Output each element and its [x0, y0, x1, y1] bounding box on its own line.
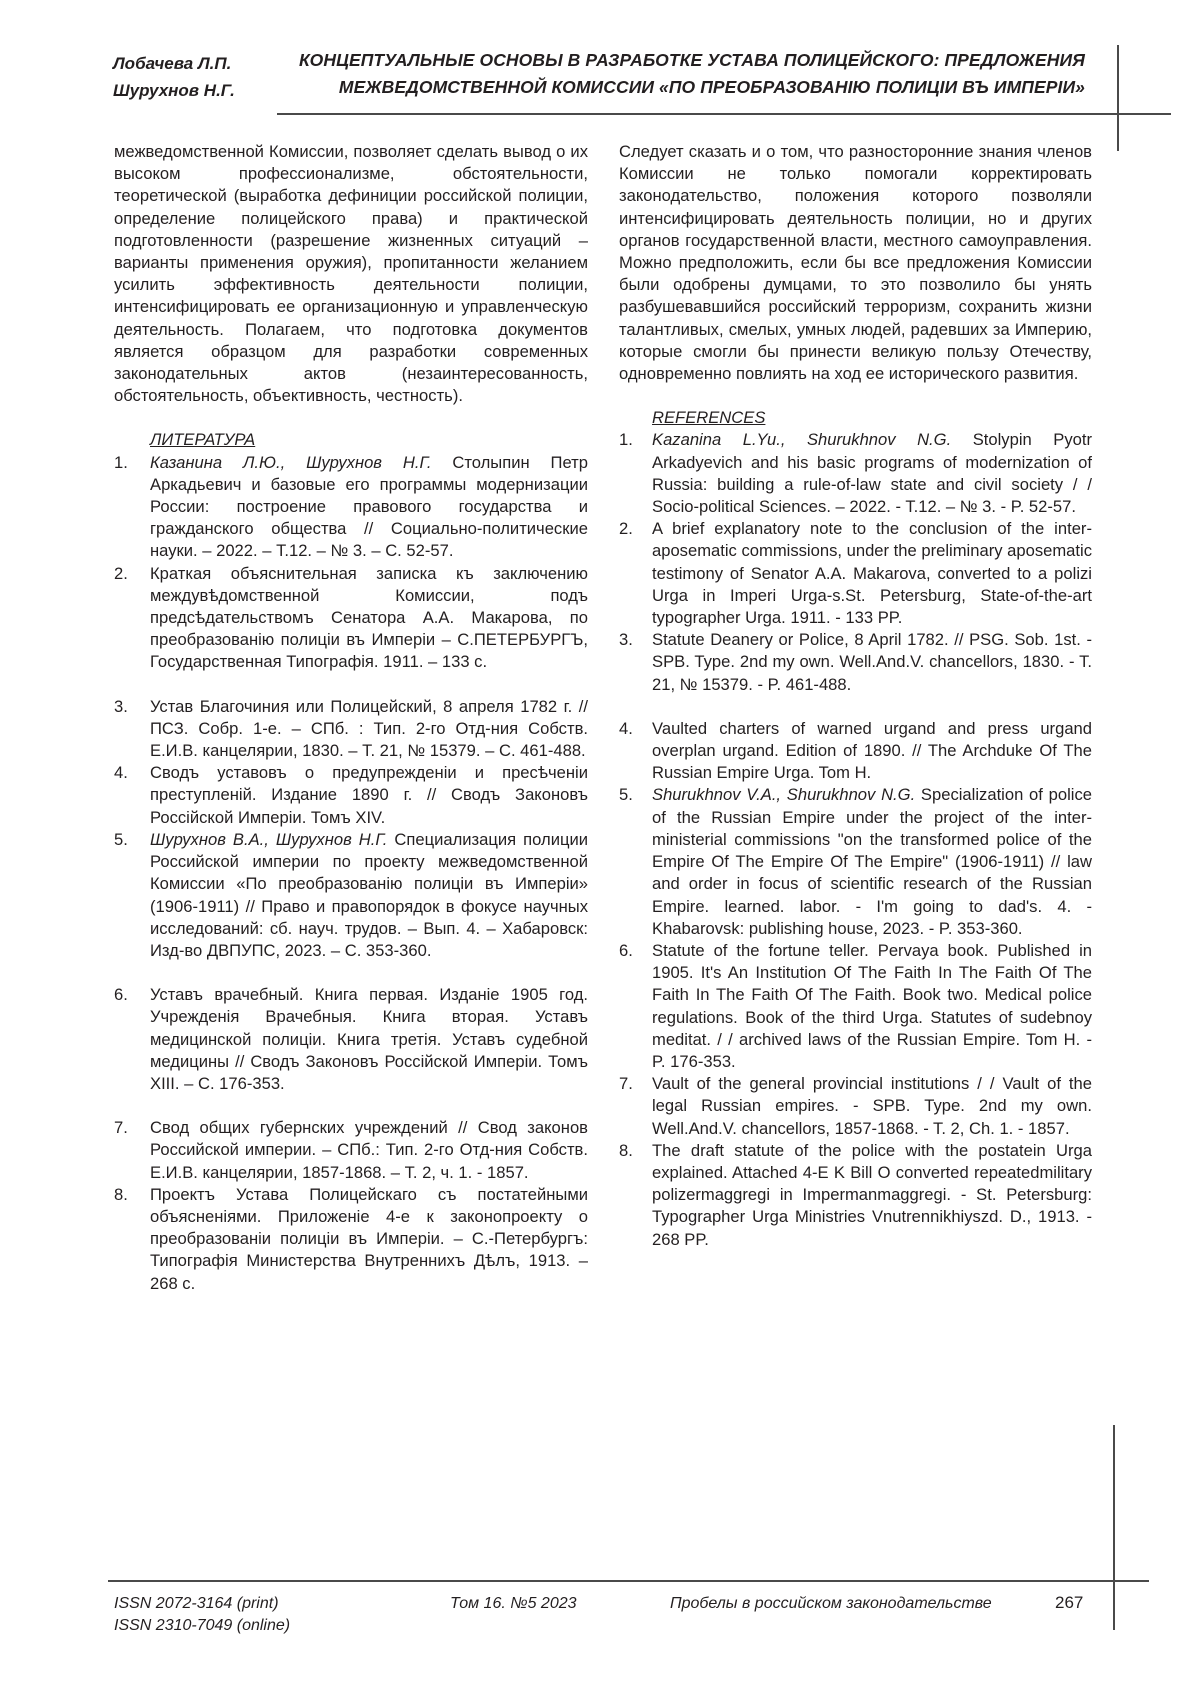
literature-heading: ЛИТЕРАТУРА — [150, 430, 256, 450]
right-column — [619, 141, 1092, 1251]
reference-item: 8. The draft statute of the police with the postatein Urga explained. Attached 4-E K Bill O converted repeatedmilitary polizermaggregi in Impermanmaggregi. - St. Petersburg: Typographer Urga Ministries Vnutrennikhiyszd. D., 1913. - 268 PP. — [619, 1140, 1092, 1249]
reference-item: 6. Statute of the fortune teller. Pervaya book. Published in 1905. It's An Institution Of The Faith In The Faith Of The Faith In The Faith Of The Faith. Book two. Medical police regulations. Book of the third Urga. Statutes of sudebnoy meditat. / / archived laws of the Russian Empire. Tom H. - P. 176-353. — [619, 940, 1092, 1071]
literature-item: 7. Свод общих губернских учреждений // Свод законов Российской империи. – СПб.: Тип. 2-го Отд-ния Собств. Е.И.В. канцелярии, 1857-1868. – Т. 2, ч. 1. - 1857. — [114, 1118, 588, 1182]
literature-list — [114, 452, 588, 1295]
reference-item: 7. Vault of the general provincial institutions / / Vault of the legal Russian empires. - SPB. Type. 2nd my own. Well.And.V. chancellors, 1857-1868. - T. 2, Ch. 1. - 1857. — [619, 1074, 1092, 1138]
literature-item: 5. Шурухнов В.А., Шурухнов Н.Г. Специализация полиции Российской империи по проекту межведомственной Комиссии «По преобразованію полиціи въ Имперіи» (1906-1911) // Право и правопорядок в фокусе научных исследований: сб. науч. трудов. – Вып. 4. – Хабаровск: Изд-во ДВПУПС, 2023. – С. 353-360. — [114, 829, 589, 960]
ref-authors: Shurukhnov V.A., Shurukhnov N.G. — [652, 785, 916, 805]
footer-horizontal-rule — [108, 1580, 1149, 1582]
footer-issn — [114, 1593, 290, 1637]
issn-online: ISSN 2310-7049 (online) — [114, 1617, 291, 1634]
references-list — [619, 429, 1092, 1250]
footer-volume: Том 16. №5 2023 — [450, 1595, 577, 1612]
literature-item: 3. Устав Благочиния или Полицейский, 8 апреля 1782 г. // ПСЗ. Собр. 1-е. – СПб. : Тип. 2-го Отд-ния Собств. Е.И.В. канцелярии, 1830. – Т. 21, № 15379. – С. 461-488. — [114, 696, 588, 761]
references-heading: REFERENCES — [652, 408, 766, 428]
page-number: 267 — [1055, 1593, 1084, 1612]
issn-print: ISSN 2072-3164 (print) — [114, 1595, 279, 1612]
literature-item: 6. Уставъ врачебный. Книга первая. Изданіе 1905 год. Учрежденія Врачебныя. Книга вторая. Уставъ медицинской полиціи. Книга третія. Уставъ судебной медицины // Сводъ Законовъ Россійской Имперіи. Томъ XIII. – С. 176-353. — [114, 985, 588, 1093]
author-name: Лобачева Л.П. — [113, 54, 232, 73]
literature-item: 8. Проектъ Устава Полицейскаго съ постатейными объясненіями. Приложеніе 4-е к законопроекту о преобразованіи полиціи въ Имперіи. – С.-Петербургъ: Типографія Министерства Внутреннихъ Дѣлъ, 1913. – 268 с. — [114, 1184, 588, 1293]
reference-item: 1. Kazanina L.Yu., Shurukhnov N.G. Stolypin Pyotr Arkadyevich and his basic programs of modernization of Russia: building a rule-of-law state and civil society / / Socio-political Sciences. – 2022. - T.12. – № 3. - P. 52-57. — [619, 430, 1093, 517]
reference-item: 2. A brief explanatory note to the conclusion of the inter-aposematic commissions, under the preliminary aposematic testimony of Senator A.A. Makarova, converted to a polizi Urga in Imperi Urga-s.St. Petersburg, State-of-the-art typographer Urga. 1911. - 133 PP. — [619, 519, 1092, 628]
running-header-title — [285, 47, 1085, 101]
footer-journal-title: Пробелы в российском законодательстве — [670, 1595, 992, 1612]
literature-item: 4. Сводъ уставовъ о предупрежденіи и пресѣченіи преступленій. Издание 1890 г. // Сводъ Законовъ Россійской Имперіи. Томъ XIV. — [114, 763, 588, 827]
body-paragraph: межведомственной Комиссии, позволяет сделать вывод о их высоком профессионализме, обстоятельности, теоретической (выработка дефиниции российской полиции, определение полицейского права) и практической подготовленности (разрешение жизненных ситуаций – варианты применения оружия), пропитанности желанием усилить эффективность деятельности полиции, интенсифицировать ее организационную и управленческую деятельность. Полагаем, что подготовка документов является образцом для разработки современных законодательных актов (незаинтересованность, обстоятельность, объективность, честность). — [114, 142, 588, 406]
header-horizontal-rule — [277, 113, 1171, 115]
literature-item: 1. Казанина Л.Ю., Шурухнов Н.Г. Столыпин Петр Аркадьевич и базовые его программы модернизации России: построение правового государства и гражданского общества // Социально-политические науки. – 2022. – Т.12. – № 3. – С. 52-57. — [114, 452, 588, 561]
literature-item: 2. Краткая объяснительная записка къ заключению междувѣдомственной Комиссии, подъ предсѣдательствомъ Сенатора А.А. Макарова, по преобразованію полиціи въ Имперіи – С.ПЕТЕРБУРГЪ, Государственная Типографія. 1911. – 133 с. — [114, 563, 588, 672]
ref-authors: Kazanina L.Yu., Shurukhnov N.G. — [652, 430, 952, 450]
body-paragraph: Следует сказать и о том, что разносторонние знания членов Комиссии не только помогали корректировать законодательство, положения которого позволяли интенсифицировать деятельность полиции, но и других органов государственной власти, местного самоуправления. Можно предположить, если бы все предложения Комиссии были одобрены думцами, то это позволило бы унять разбушевавшийся российский терроризм, сохранить жизни талантливых, смелых, умных людей, радевших за Империю, которые смогли бы принести великую пользу Отечеству, одновременно повлиять на ход ее исторического развития. — [619, 142, 1092, 384]
footer-vertical-rule — [1113, 1425, 1115, 1630]
reference-item: 5. Shurukhnov V.A., Shurukhnov N.G. Specialization of police of the Russian Empire under the project of the inter-ministerial commissions "on the transformed police of the Empire Of The Empire Of The Empire" (1906-1911) // law and order in focus of scientific research of the Russian Empire. learned. labor. - I'm going to dad's. 4. - Khabarovsk: publishing house, 2023. - P. 353-360. — [619, 785, 1092, 938]
header-vertical-rule — [1117, 45, 1119, 151]
title-line: МЕЖВЕДОМСТВЕННОЙ КОМИССИИ «ПО ПРЕОБРАЗОВАНІЮ ПОЛИЦІИ ВЪ ИМПЕРІИ» — [338, 77, 1085, 97]
author-name: Шурухнов Н.Г. — [113, 81, 235, 100]
left-column — [114, 141, 588, 1295]
ref-authors: Казанина Л.Ю., Шурухнов Н.Г. — [150, 452, 432, 472]
running-header-authors — [113, 50, 235, 104]
reference-item: 3. Statute Deanery or Police, 8 April 1782. // PSG. Sob. 1st. - SPB. Type. 2nd my own. Well.And.V. chancellors, 1830. - T. 21, № 15379. - P. 461-488. — [619, 630, 1092, 694]
title-line: КОНЦЕПТУАЛЬНЫЕ ОСНОВЫ В РАЗРАБОТКЕ УСТАВА ПОЛИЦЕЙСКОГО: ПРЕДЛОЖЕНИЯ — [299, 50, 1085, 70]
reference-item: 4. Vaulted charters of warned urgand and press urgand overplan urgand. Edition of 1890. // The Archduke Of The Russian Empire Urga. Tom H. — [619, 718, 1092, 783]
ref-authors: Шурухнов В.А., Шурухнов Н.Г. — [150, 829, 388, 849]
